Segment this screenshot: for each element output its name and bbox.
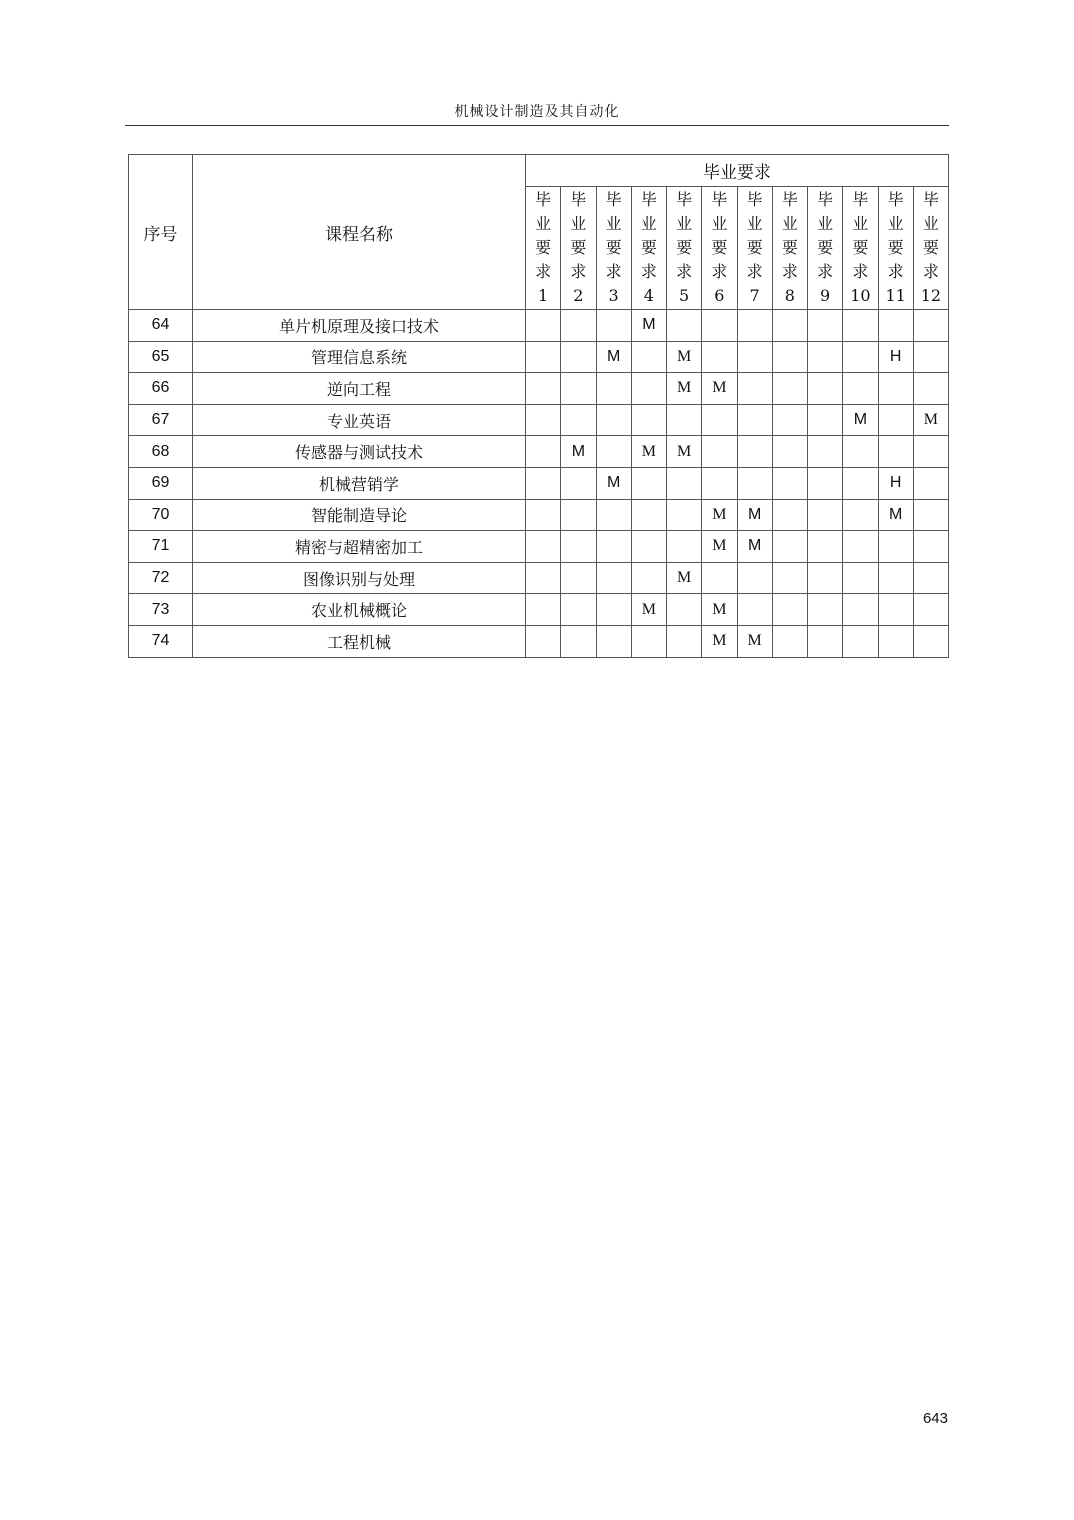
row-course-name-cell: 精密与超精密加工 [193, 531, 526, 563]
requirement-header-char: 毕 [781, 190, 798, 209]
requirement-header-char: 毕 [711, 190, 728, 209]
requirement-mark-cell [878, 436, 913, 468]
seq-column-header: 序号 [129, 155, 193, 310]
requirement-header-number: 9 [820, 286, 831, 305]
requirement-mark-cell [702, 436, 737, 468]
table-row [129, 341, 949, 373]
requirement-header-char: 要 [781, 238, 798, 257]
requirement-mark-cell [737, 404, 772, 436]
table-row [129, 436, 949, 468]
requirement-mark-cell: M [702, 625, 737, 657]
row-course-name-cell: 机械营销学 [193, 467, 526, 499]
requirement-header-char: 要 [570, 238, 587, 257]
requirement-mark-cell [702, 404, 737, 436]
requirement-mark-cell [667, 499, 702, 531]
requirement-mark-cell [772, 562, 807, 594]
requirement-mark-cell [561, 562, 596, 594]
requirement-mark-cell [843, 531, 878, 563]
requirement-header-char: 毕 [676, 190, 693, 209]
requirement-mark-cell [526, 625, 561, 657]
requirement-mark-cell [667, 404, 702, 436]
requirement-mark-cell [772, 625, 807, 657]
requirement-mark-cell [913, 467, 948, 499]
requirement-mark-cell [667, 594, 702, 626]
requirement-column-header [702, 187, 737, 310]
requirement-header-char: 要 [852, 238, 869, 257]
requirement-mark-cell [561, 341, 596, 373]
requirement-mark-cell [772, 436, 807, 468]
running-header: 机械设计制造及其自动化 [454, 104, 620, 120]
requirement-mark-cell [561, 467, 596, 499]
table-row [129, 310, 949, 342]
page-number: 643 [922, 1410, 948, 1427]
requirement-header-char: 业 [605, 214, 622, 233]
requirement-header-char: 求 [781, 262, 798, 281]
requirement-mark-cell [596, 436, 631, 468]
requirement-header-char: 业 [676, 214, 693, 233]
requirement-mark-cell [631, 562, 666, 594]
requirement-header-char: 要 [711, 238, 728, 257]
requirement-header-char: 业 [746, 214, 763, 233]
requirement-mark-cell [702, 562, 737, 594]
requirement-mark-cell [913, 499, 948, 531]
requirement-mark-cell [526, 341, 561, 373]
requirement-mark-cell: H [878, 341, 913, 373]
requirement-header-char: 求 [570, 262, 587, 281]
requirement-mark-cell [913, 562, 948, 594]
requirement-header-number: 5 [679, 286, 690, 305]
requirement-mark-cell [737, 562, 772, 594]
requirement-column-header [631, 187, 666, 310]
requirement-header-char: 毕 [640, 190, 657, 209]
requirement-mark-cell [561, 373, 596, 405]
requirement-mark-cell [702, 467, 737, 499]
table-row [129, 467, 949, 499]
requirement-mark-cell: M [596, 467, 631, 499]
requirement-mark-cell: M [878, 499, 913, 531]
requirement-mark-cell [913, 594, 948, 626]
table-row [129, 373, 949, 405]
requirement-header-char: 要 [922, 238, 939, 257]
requirement-mark-cell [772, 499, 807, 531]
table-row [129, 562, 949, 594]
requirement-mark-cell [878, 531, 913, 563]
requirement-header-char: 毕 [817, 190, 834, 209]
requirement-header-number: 1 [538, 286, 549, 305]
requirement-column-header [526, 187, 561, 310]
requirement-header-char: 要 [535, 238, 552, 257]
requirement-mark-cell [878, 562, 913, 594]
requirement-mark-cell [808, 531, 843, 563]
requirement-mark-cell [596, 625, 631, 657]
requirement-mark-cell [808, 404, 843, 436]
table-row [129, 499, 949, 531]
requirement-mark-cell [561, 404, 596, 436]
requirement-mark-cell: M [702, 594, 737, 626]
requirement-mark-cell [913, 373, 948, 405]
requirement-mark-cell: M [667, 373, 702, 405]
requirement-mark-cell: M [596, 341, 631, 373]
requirement-column-header [667, 187, 702, 310]
requirement-header-char: 毕 [922, 190, 939, 209]
requirement-mark-cell [808, 341, 843, 373]
requirement-mark-cell [808, 310, 843, 342]
requirement-mark-cell [843, 594, 878, 626]
requirement-mark-cell [631, 499, 666, 531]
requirement-mark-cell: M [702, 373, 737, 405]
requirement-mark-cell [702, 310, 737, 342]
requirement-mark-cell [631, 341, 666, 373]
requirement-mark-cell: M [631, 436, 666, 468]
requirement-mark-cell: M [631, 594, 666, 626]
requirement-header-number: 3 [608, 286, 619, 305]
requirement-column-header [808, 187, 843, 310]
requirement-header-char: 业 [922, 214, 939, 233]
row-course-name-cell: 农业机械概论 [193, 594, 526, 626]
requirement-mark-cell [808, 562, 843, 594]
requirement-header-number: 8 [784, 286, 795, 305]
row-seq-cell: 72 [129, 562, 193, 594]
requirement-header-number: 4 [643, 286, 654, 305]
requirement-mark-cell [596, 404, 631, 436]
requirement-header-char: 业 [887, 214, 904, 233]
requirement-column-header [596, 187, 631, 310]
row-course-name-cell: 传感器与测试技术 [193, 436, 526, 468]
requirement-mark-cell [596, 373, 631, 405]
requirement-header-char: 毕 [535, 190, 552, 209]
requirement-mark-cell [667, 531, 702, 563]
header-rule [125, 125, 949, 126]
requirement-mark-cell [526, 562, 561, 594]
requirement-mark-cell: M [667, 562, 702, 594]
requirement-header-char: 求 [922, 262, 939, 281]
requirement-mark-cell [561, 531, 596, 563]
requirement-header-char: 业 [781, 214, 798, 233]
requirement-mark-cell [878, 404, 913, 436]
requirement-mark-cell [526, 467, 561, 499]
requirement-mark-cell [667, 625, 702, 657]
requirement-header-char: 业 [570, 214, 587, 233]
table-row [129, 531, 949, 563]
requirement-header-number: 10 [850, 286, 871, 305]
requirement-column-header [772, 187, 807, 310]
requirement-header-char: 求 [640, 262, 657, 281]
requirement-mark-cell [596, 499, 631, 531]
requirement-mark-cell [772, 341, 807, 373]
requirement-mark-cell [772, 467, 807, 499]
requirement-mark-cell [843, 436, 878, 468]
requirement-header-char: 业 [852, 214, 869, 233]
row-seq-cell: 71 [129, 531, 193, 563]
table-header-row [129, 155, 949, 187]
requirement-mark-cell: M [702, 499, 737, 531]
requirement-mark-cell [561, 625, 596, 657]
requirement-mark-cell: M [843, 404, 878, 436]
requirement-mark-cell: M [737, 499, 772, 531]
requirement-header-number: 12 [920, 286, 942, 305]
table-row [129, 625, 949, 657]
requirement-mark-cell [561, 499, 596, 531]
requirement-column-header [843, 187, 878, 310]
requirement-header-char: 求 [535, 262, 552, 281]
requirement-mark-cell [913, 310, 948, 342]
requirement-header-char: 业 [535, 214, 552, 233]
requirement-mark-cell [843, 341, 878, 373]
requirement-header-char: 求 [852, 262, 869, 281]
requirement-mark-cell [878, 625, 913, 657]
row-course-name-cell: 工程机械 [193, 625, 526, 657]
requirement-header-char: 求 [746, 262, 763, 281]
requirement-header-char: 毕 [746, 190, 763, 209]
requirement-mark-cell [772, 310, 807, 342]
requirement-mark-cell [631, 531, 666, 563]
row-seq-cell: 64 [129, 310, 193, 342]
row-seq-cell: 73 [129, 594, 193, 626]
requirement-mark-cell [843, 625, 878, 657]
requirement-mark-cell [526, 310, 561, 342]
requirement-mark-cell: M [667, 436, 702, 468]
row-seq-cell: 65 [129, 341, 193, 373]
requirement-mark-cell [526, 373, 561, 405]
requirement-mark-cell [667, 310, 702, 342]
requirement-mark-cell [878, 310, 913, 342]
requirement-mark-cell: M [561, 436, 596, 468]
requirement-mark-cell [913, 625, 948, 657]
requirement-mark-cell [526, 594, 561, 626]
graduation-requirements-group-header: 毕业要求 [526, 155, 949, 187]
row-course-name-cell: 单片机原理及接口技术 [193, 310, 526, 342]
requirement-mark-cell [772, 594, 807, 626]
requirement-mark-cell [878, 594, 913, 626]
requirement-header-char: 毕 [852, 190, 869, 209]
requirement-header-char: 求 [711, 262, 728, 281]
requirement-mark-cell [843, 562, 878, 594]
requirement-mark-cell [561, 310, 596, 342]
requirement-mark-cell [631, 373, 666, 405]
requirement-mark-cell [913, 436, 948, 468]
requirement-mark-cell: M [913, 404, 948, 436]
requirement-header-char: 求 [676, 262, 693, 281]
requirement-mark-cell [596, 531, 631, 563]
requirement-mark-cell [631, 404, 666, 436]
requirement-mark-cell [772, 404, 807, 436]
requirement-mark-cell [808, 436, 843, 468]
requirement-header-char: 要 [817, 238, 834, 257]
requirement-column-header [737, 187, 772, 310]
table-row [129, 404, 949, 436]
row-course-name-cell: 管理信息系统 [193, 341, 526, 373]
requirement-header-char: 业 [711, 214, 728, 233]
requirement-mark-cell: H [878, 467, 913, 499]
requirement-header-number: 6 [714, 286, 725, 305]
requirement-mark-cell [808, 625, 843, 657]
requirement-mark-cell [526, 531, 561, 563]
requirement-mark-cell [878, 373, 913, 405]
row-course-name-cell: 图像识别与处理 [193, 562, 526, 594]
requirement-mark-cell [526, 404, 561, 436]
requirement-mark-cell: M [737, 625, 772, 657]
row-seq-cell: 67 [129, 404, 193, 436]
requirement-header-number: 2 [573, 286, 584, 305]
requirement-mark-cell [808, 467, 843, 499]
requirement-mark-cell [843, 467, 878, 499]
requirement-mark-cell [808, 373, 843, 405]
requirement-header-char: 业 [640, 214, 657, 233]
row-course-name-cell: 逆向工程 [193, 373, 526, 405]
requirement-mark-cell [737, 373, 772, 405]
requirement-mark-cell [913, 531, 948, 563]
requirement-mark-cell [667, 467, 702, 499]
requirement-header-char: 业 [817, 214, 834, 233]
requirement-column-header [878, 187, 913, 310]
requirement-mark-cell [737, 436, 772, 468]
requirement-header-char: 毕 [570, 190, 587, 209]
requirement-header-char: 要 [887, 238, 904, 257]
requirement-mark-cell [596, 562, 631, 594]
requirement-mark-cell [772, 531, 807, 563]
requirement-header-number: 11 [885, 286, 906, 305]
requirement-mark-cell [737, 594, 772, 626]
requirement-mark-cell [631, 467, 666, 499]
requirement-header-char: 要 [640, 238, 657, 257]
requirement-mark-cell [843, 499, 878, 531]
row-course-name-cell: 智能制造导论 [193, 499, 526, 531]
requirement-mark-cell [596, 310, 631, 342]
course-name-column-header: 课程名称 [193, 155, 526, 310]
requirement-mark-cell [702, 341, 737, 373]
requirement-column-header [913, 187, 948, 310]
requirement-mark-cell [526, 499, 561, 531]
row-course-name-cell: 专业英语 [193, 404, 526, 436]
requirement-mark-cell [526, 436, 561, 468]
requirement-header-char: 要 [676, 238, 693, 257]
requirement-header-char: 要 [746, 238, 763, 257]
row-seq-cell: 69 [129, 467, 193, 499]
requirement-mark-cell [737, 310, 772, 342]
requirement-mark-cell [596, 594, 631, 626]
requirement-mark-cell [808, 594, 843, 626]
requirement-header-char: 求 [887, 262, 904, 281]
requirement-mark-cell: M [702, 531, 737, 563]
requirements-matrix-table [128, 154, 949, 658]
requirement-mark-cell [808, 499, 843, 531]
table-row [129, 594, 949, 626]
requirement-mark-cell [631, 625, 666, 657]
row-seq-cell: 68 [129, 436, 193, 468]
requirement-mark-cell [737, 341, 772, 373]
row-seq-cell: 74 [129, 625, 193, 657]
row-seq-cell: 66 [129, 373, 193, 405]
requirement-mark-cell [561, 594, 596, 626]
requirement-mark-cell [913, 341, 948, 373]
requirement-header-number: 7 [749, 286, 760, 305]
requirement-header-char: 毕 [887, 190, 904, 209]
table-body [129, 310, 949, 658]
requirement-mark-cell [737, 467, 772, 499]
requirement-header-char: 要 [605, 238, 622, 257]
requirement-header-char: 求 [605, 262, 622, 281]
row-seq-cell: 70 [129, 499, 193, 531]
requirement-column-header [561, 187, 596, 310]
requirement-mark-cell: M [631, 310, 666, 342]
requirement-mark-cell [772, 373, 807, 405]
requirement-mark-cell [843, 373, 878, 405]
requirement-mark-cell: M [737, 531, 772, 563]
requirement-mark-cell: M [667, 341, 702, 373]
requirement-mark-cell [843, 310, 878, 342]
requirement-header-char: 毕 [605, 190, 622, 209]
requirement-header-char: 求 [817, 262, 834, 281]
